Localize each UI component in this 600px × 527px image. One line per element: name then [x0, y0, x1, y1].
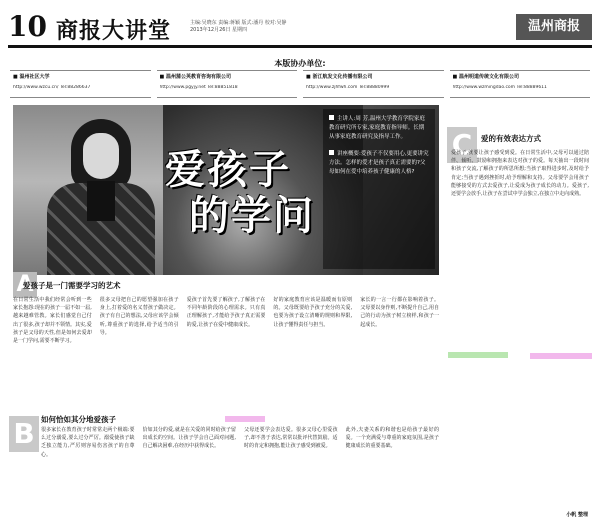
- sidebar-body: 爱孩子,就要让孩子感受到爱。在日常生活中,父母可以通过陪伴、倾听、鼓励和拥抱来表达对孩子的爱。每天抽出一段时间和孩子交流,了解孩子的所思所想;当孩子取得进步时,及时给予肯定;当孩子遇到挫折时,给予理解和支持。父母要学会用孩子能够接受的方式去爱孩子,让爱成为孩子成长的动力。爱孩子,还要学会放手,让孩子在尝试中学会独立,在独立中走向成熟。: [451, 150, 589, 198]
- article-b-columns: [41, 426, 439, 520]
- speaker-bio: 主讲人:周 芳,温州大学教育学院家庭教育研究所专家,家庭教育指导师。长期从事家庭教育研究及指导工作。: [329, 116, 425, 140]
- hero-title-line1: 爱孩子: [165, 147, 291, 193]
- sponsor-title: 本版协办单位:: [274, 59, 326, 68]
- sponsor-name: ■ 温州蒲公英教育咨询有限公司: [160, 73, 295, 80]
- article-a-col: 很多父母把自己的愿望强加在孩子身上,打着爱的名义替孩子做决定。孩子有自己的想法,父母应该学会倾听,尊重孩子的选择,给予适当的引导。: [99, 297, 179, 336]
- sponsor-item: [10, 70, 151, 98]
- article-b-col: 很多家长在教育孩子时常常走两个极端:要么过分溺爱,要么过分严厉。溺爱使孩子缺乏独立能力,严厉则容易伤害孩子的自尊心。: [41, 427, 135, 458]
- sponsor-item: [450, 70, 591, 98]
- article-a-col: 在日常生活中我们经常会听到一些家长抱怨:现在的孩子一届不如一届,越来越难管教。家长们感觉自己付出了很多,孩子却并不领情。其实,爱孩子是父母的天性,但是如何去爱却是一门学问,需要不断学习。: [13, 297, 92, 345]
- scan-artifact-pink: [225, 416, 265, 422]
- section-letter-c: C: [447, 127, 477, 163]
- article-b-col: 父母还要学会表达爱。很多父母心里爱孩子,却不善于表达,常常以批评代替鼓励。适时的肯定和拥抱,能让孩子感受到被爱。: [244, 427, 338, 450]
- sponsor-name: ■ 温州社区大学: [13, 73, 148, 80]
- sidebar-article-c: [447, 105, 592, 520]
- sponsor-contact: http://www.zjhfwh.com Tel:88880999: [306, 85, 390, 90]
- issue-date: 2013年12月26日 星期四: [190, 27, 248, 33]
- sponsor-contact: http://www.pgyjy.net Tel:88851818: [159, 85, 238, 90]
- sponsor-name: ■ 浙江航发文化传播有限公司: [306, 73, 441, 80]
- speaker-intro-box: [323, 109, 435, 269]
- page-number: 10: [8, 10, 47, 43]
- speaker-face: [83, 133, 119, 179]
- scan-artifact-green: [448, 352, 508, 358]
- section-letter-a: A: [13, 272, 37, 298]
- section-title: 商报大讲堂: [56, 19, 172, 44]
- sponsor-item: [157, 70, 298, 98]
- article-b-col: 此外,夫妻关系的和谐也是给孩子最好的爱。一个充满爱与尊重的家庭氛围,是孩子健康成长的重要基础。: [345, 427, 439, 450]
- article-b: [13, 412, 439, 522]
- sponsor-contact: http://www.wzcu.cn/ Tel:88286637: [13, 85, 91, 90]
- speaker-photo: [41, 113, 161, 275]
- sidebar-byline: 小帆 整理: [566, 512, 588, 518]
- article-a-col: 爱孩子首先要了解孩子,了解孩子在不同年龄阶段的心理需求。只有真正理解孩子,才能给予孩子真正需要的爱,让孩子在爱中健康成长。: [186, 297, 266, 328]
- sponsor-contact: http://www.wzmingdao.com Tel:88889611: [452, 85, 547, 90]
- newspaper-brand: 温州商报: [516, 14, 592, 40]
- hero-title-line2: 的学问: [189, 193, 315, 239]
- article-a-col: 家长的一言一行都在影响着孩子。父母要以身作则,不断提升自己,用自己的行动为孩子树立榜样,和孩子一起成长。: [360, 297, 439, 328]
- hero-title: [165, 147, 315, 239]
- sponsor-item: [303, 70, 444, 98]
- article-a-columns: [13, 296, 439, 401]
- bullet-square-icon: [329, 150, 334, 155]
- lecture-summary: 讲座概要:爱孩子不仅要用心,更要讲究方法。怎样的爱才是孩子真正需要的?父母如何在爱中培养孩子健康的人格?: [329, 151, 429, 175]
- article-a-title: 爱孩子是一门需要学习的艺术: [23, 281, 121, 290]
- section-letter-b: B: [9, 416, 39, 452]
- article-a: [13, 272, 439, 405]
- sponsor-list: [10, 70, 590, 98]
- bullet-square-icon: [329, 115, 334, 120]
- sponsor-name: ■ 温州明道传统文化有限公司: [453, 73, 588, 80]
- editor-credits: 主编:吴晓东 责编:蒋颖 版式:潘丹 校对:吴静: [190, 20, 287, 26]
- speaker-collar: [87, 181, 115, 221]
- sidebar-title: 爱的有效表达方式: [481, 134, 541, 143]
- article-b-col: 恰如其分的爱,就是在关爱的同时给孩子留出成长的空间。让孩子学会自己面对问题,自己解决困难,在经历中获得成长。: [142, 427, 236, 450]
- article-a-col: 好的家庭教育应该是温暖而有原则的。父母既要给予孩子充分的关爱,也要为孩子设立清晰的规则和界限,让孩子懂得责任与担当。: [273, 297, 353, 328]
- hero-banner: [13, 105, 439, 275]
- article-b-title: 如何恰如其分地爱孩子: [41, 415, 116, 424]
- scan-artifact-pink: [530, 353, 592, 359]
- page-header: [8, 8, 592, 48]
